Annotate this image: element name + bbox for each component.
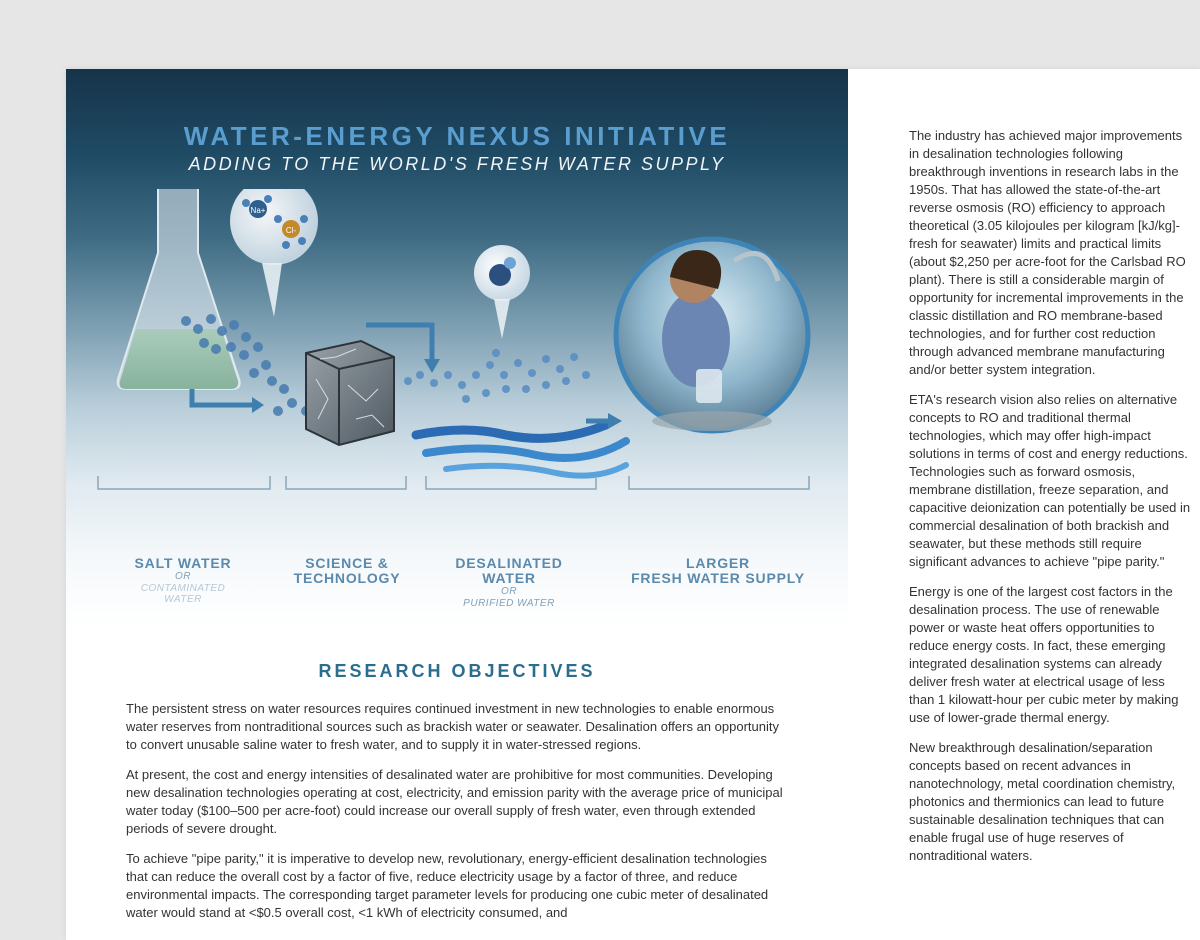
sidebar-column xyxy=(909,127,1191,877)
body-paragraph: To achieve "pipe parity," it is imperative to develop new, revolutionary, energy-efficient desalination technologies that can reduce the overall cost by a factor of five, reduce electricity usage by a factor of three, and reduce environmental impacts. The corresponding target parameter levels for producing one cubic meter of desalinated water would stand at <$0.5 overall cost, <1 kWh of electricity consumed, and xyxy=(126,851,769,920)
arrow-head-icon xyxy=(424,359,440,373)
stage-label-alt: PURIFIED WATER xyxy=(463,598,555,609)
sodium-ion-label: Na+ xyxy=(250,206,266,215)
stage-label-alt: CONTAMINATED WATER xyxy=(140,583,226,605)
stage-label-line: TECHNOLOGY xyxy=(293,570,401,586)
flask-icon xyxy=(118,189,240,389)
stage-label-line: LARGER xyxy=(686,555,750,571)
arrow-head-icon xyxy=(608,413,622,429)
stage-label-line: WATER xyxy=(482,570,536,586)
arrow-head-icon xyxy=(252,397,264,413)
stage-label-line: FRESH WATER SUPPLY xyxy=(631,570,805,586)
stage-brackets xyxy=(98,476,809,489)
girl-drinking-water-photo xyxy=(616,239,808,431)
desalination-process-illustration xyxy=(66,189,848,519)
stage-label-or: OR xyxy=(175,571,191,582)
sidebar-paragraph: Energy is one of the largest cost factors in the desalination process. The use of renewable power or waste heat offers opportunities to reduce energy costs. In fact, these emerging integrated desalination systems can already deliver fresh water at electrical usage of less than 1 kilowatt-hour per cubic meter by making use of lower-grade thermal energy. xyxy=(909,584,1179,725)
stage-label-science xyxy=(280,556,414,586)
infographic-subtitle: ADDING TO THE WORLD'S FRESH WATER SUPPLY xyxy=(188,154,726,174)
stage-label-line: SCIENCE & xyxy=(305,555,389,571)
body-paragraph: At present, the cost and energy intensities of desalinated water are prohibitive for most communities. Developing new desalination technologies operating at cost, electricity, and emission parity with the average price of municipal water today ($100–500 per acre-foot) could increase our overall supply of fresh water, even through extended periods of severe drought. xyxy=(126,767,783,836)
research-objectives-body xyxy=(126,700,786,934)
sidebar-paragraph: New breakthrough desalination/separation concepts based on recent advances in nanotechnology, metal coordination chemistry, photonics and thermionics can lead to future sustainable desalination techniques that can enable frugal use of huge reserves of nontraditional waters. xyxy=(909,740,1176,863)
stage-label-line: SALT WATER xyxy=(134,555,232,571)
stage-label-or: OR xyxy=(501,586,517,597)
stage-label-salt-water xyxy=(116,556,250,605)
sidebar-paragraph: ETA's research vision also relies on alternative concepts to RO and traditional thermal technologies, which may offer high-impact solutions in terms of cost and energy reductions. Technologies such as forward osmosis, membrane distillation, freeze separation, and capacitive deionization can potentially be used in commercial desalination of both brackish and seawater, but these methods still require significant advances to achieve "pipe parity." xyxy=(909,392,1191,569)
sidebar-paragraph: The industry has achieved major improvements in desalination technologies following breakthrough inventions in research labs in the 1950s. That has allowed the state-of-the-art reverse osmosis (RO) efficiency to approach theoretical (3.05 kilojoules per kilogram [kJ/kg]-fresh for seawater) limits and practical limits (about $2,250 per acre-foot for the Carlsbad RO plant). There is still a considerable margin of opportunity for incremental improvements in the classic distillation and RO membrane-based technologies, and for further cost reduction through advanced membrane manufacturing and/or better system integration. xyxy=(909,128,1186,377)
document-page xyxy=(66,69,1200,940)
water-waves-icon xyxy=(416,425,626,476)
stage-label-desalinated xyxy=(436,556,582,610)
research-objectives-heading: RESEARCH OBJECTIVES xyxy=(318,661,596,681)
infographic-title: WATER-ENERGY NEXUS INITIATIVE xyxy=(183,121,731,151)
water-molecule-bubble-icon xyxy=(474,245,530,339)
salt-ion-bubble-icon xyxy=(230,189,318,317)
stage-label-line: DESALINATED xyxy=(455,555,563,571)
infographic-hero xyxy=(66,69,848,629)
body-paragraph: The persistent stress on water resources requires continued investment in new technologies to enable enormous water reserves from nontraditional sources such as brackish water or seawater. Desalination offers an opportunity to convert unusable saline water to fresh water, and to supply it in water-stressed regions. xyxy=(126,701,779,752)
stage-label-fresh-water xyxy=(618,556,818,586)
arrow-right-icon xyxy=(192,389,254,405)
membrane-cube-icon xyxy=(306,341,394,445)
chloride-ion-label: Cl- xyxy=(285,226,297,235)
